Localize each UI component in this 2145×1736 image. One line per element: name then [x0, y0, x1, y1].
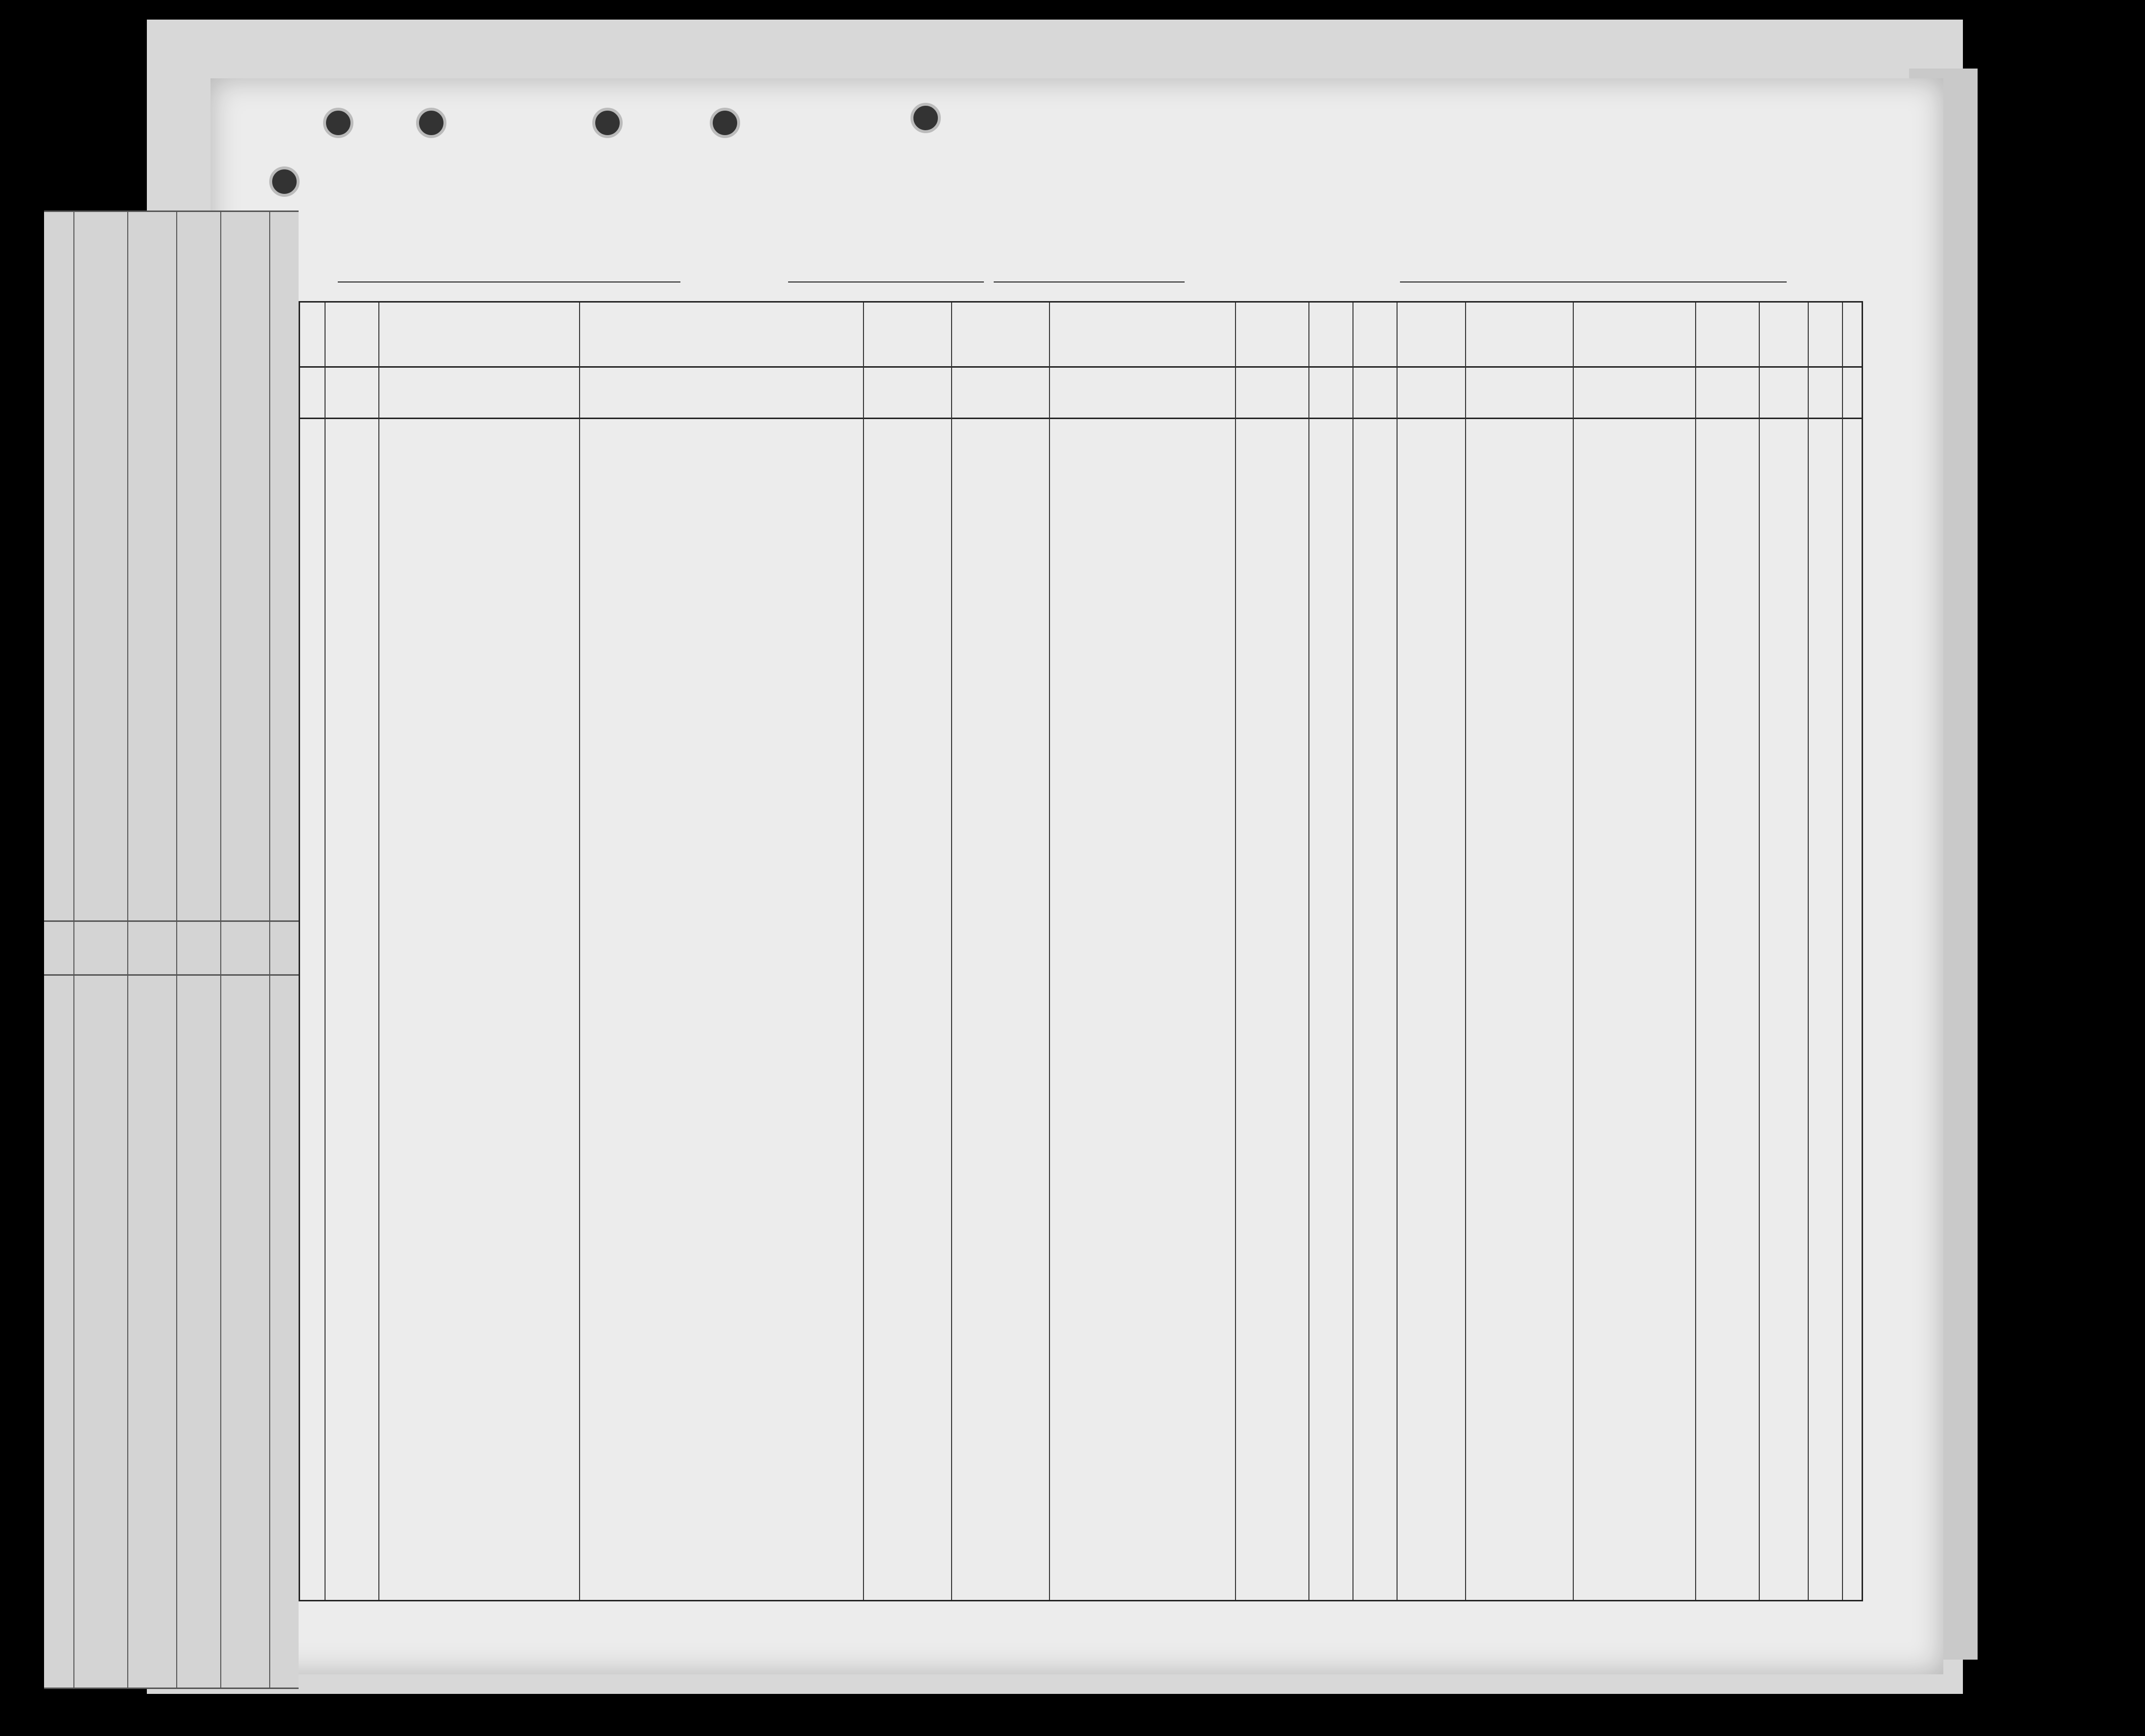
punch-hole [910, 103, 941, 133]
crew-table [299, 301, 1863, 1601]
hospital-discharge-strip [44, 211, 299, 1689]
header-divider [300, 418, 1862, 419]
voyage-line [279, 255, 1796, 294]
punch-hole [416, 108, 446, 138]
punch-hole [592, 108, 623, 138]
punch-hole [710, 108, 740, 138]
header-divider [300, 366, 1862, 368]
manifest-sheet [210, 78, 1943, 1674]
punch-hole [323, 108, 353, 138]
punch-hole [269, 166, 300, 197]
